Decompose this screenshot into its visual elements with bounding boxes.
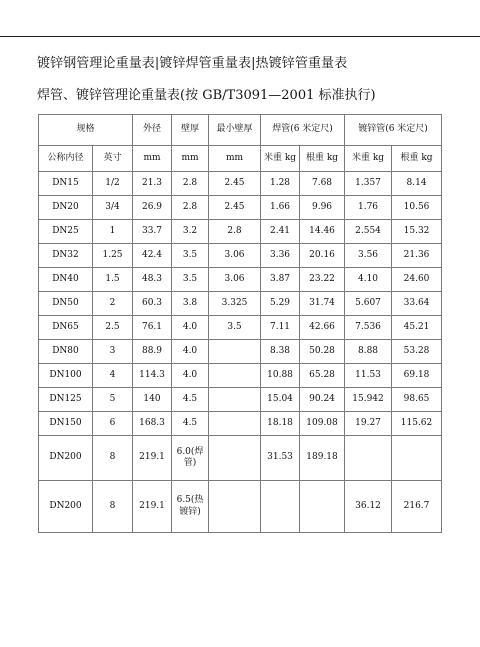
table-cell: 31.74	[300, 292, 345, 316]
table-cell: 8.38	[261, 340, 300, 364]
table-cell: 3.5	[172, 244, 209, 268]
table-cell: 33.64	[392, 292, 442, 316]
table-cell: 2.45	[209, 172, 261, 196]
table-cell: 21.3	[133, 172, 172, 196]
table-cell: 3.5	[209, 316, 261, 340]
table-cell: 15.04	[261, 388, 300, 412]
table-cell: 76.1	[133, 316, 172, 340]
table-cell: DN15	[39, 172, 93, 196]
table-cell	[209, 481, 261, 533]
table-row	[39, 412, 442, 436]
table-cell: 60.3	[133, 292, 172, 316]
table-cell	[300, 481, 345, 533]
table-cell: 1/2	[93, 172, 133, 196]
table-cell: 45.21	[392, 316, 442, 340]
table-cell: 36.12	[345, 481, 392, 533]
table-cell: DN40	[39, 268, 93, 292]
table-cell: DN200	[39, 436, 93, 481]
header-galvanized-pipe: 镀锌管(6 米定尺)	[345, 115, 442, 146]
table-cell: 69.18	[392, 364, 442, 388]
table-row	[39, 388, 442, 412]
table-cell: 8.88	[345, 340, 392, 364]
table-cell: 24.60	[392, 268, 442, 292]
table-cell: 216.7	[392, 481, 442, 533]
table-row	[39, 196, 442, 220]
table-cell: 14.46	[300, 220, 345, 244]
header-row-2	[39, 146, 442, 172]
table-cell: 6.5(热镀锌)	[172, 481, 209, 533]
table-cell: 3.8	[172, 292, 209, 316]
table-cell: 19.27	[345, 412, 392, 436]
table-cell: 42.66	[300, 316, 345, 340]
table-cell: 7.536	[345, 316, 392, 340]
table-cell: DN200	[39, 481, 93, 533]
table-cell: 3.2	[172, 220, 209, 244]
table-cell: 4	[93, 364, 133, 388]
table-cell: DN125	[39, 388, 93, 412]
table-cell: DN32	[39, 244, 93, 268]
table-cell: 1	[93, 220, 133, 244]
table-cell: 48.3	[133, 268, 172, 292]
table-cell: DN150	[39, 412, 93, 436]
table-cell: 2.8	[172, 196, 209, 220]
table-cell: 189.18	[300, 436, 345, 481]
table-cell: 1.357	[345, 172, 392, 196]
table-cell: DN65	[39, 316, 93, 340]
table-cell: 42.4	[133, 244, 172, 268]
table-row	[39, 292, 442, 316]
table-cell: 2.45	[209, 196, 261, 220]
table-cell	[392, 436, 442, 481]
table-cell: 6.0(焊管)	[172, 436, 209, 481]
table-cell: 8.14	[392, 172, 442, 196]
table-cell: DN80	[39, 340, 93, 364]
table-cell: 1.28	[261, 172, 300, 196]
table-cell: 1.25	[93, 244, 133, 268]
table-cell: 4.5	[172, 412, 209, 436]
header-outer-diameter: 外径	[133, 115, 172, 146]
table-cell: 2.41	[261, 220, 300, 244]
table-cell: 33.7	[133, 220, 172, 244]
table-cell: 1.5	[93, 268, 133, 292]
table-cell	[209, 388, 261, 412]
table-cell: 4.5	[172, 388, 209, 412]
table-cell: 4.0	[172, 340, 209, 364]
table-cell: 114.3	[133, 364, 172, 388]
table-cell: 3/4	[93, 196, 133, 220]
table-cell: 10.56	[392, 196, 442, 220]
table-cell: 90.24	[300, 388, 345, 412]
table-cell: 3.5	[172, 268, 209, 292]
table-cell: 219.1	[133, 436, 172, 481]
table-cell: 10.88	[261, 364, 300, 388]
table-cell: 65.28	[300, 364, 345, 388]
table-cell	[261, 481, 300, 533]
table-cell	[209, 436, 261, 481]
header-welded-pipe: 焊管(6 米定尺)	[261, 115, 345, 146]
table-cell: 18.18	[261, 412, 300, 436]
table-row	[39, 364, 442, 388]
header-spec: 规格	[39, 115, 133, 146]
header-welded-meter-weight: 米重 kg	[261, 146, 300, 172]
table-cell: 31.53	[261, 436, 300, 481]
table-cell: 2.554	[345, 220, 392, 244]
table-row	[39, 172, 442, 196]
header-inch: 英寸	[93, 146, 133, 172]
table-cell: 53.28	[392, 340, 442, 364]
header-nominal-diameter: 公称内径	[39, 146, 93, 172]
table-row	[39, 340, 442, 364]
table-cell: 4.0	[172, 364, 209, 388]
table-cell: 9.96	[300, 196, 345, 220]
table-cell: DN50	[39, 292, 93, 316]
table-cell: 3.325	[209, 292, 261, 316]
table-cell: 8	[93, 436, 133, 481]
table-cell: DN20	[39, 196, 93, 220]
table-row	[39, 436, 442, 481]
table-cell: 1.76	[345, 196, 392, 220]
header-unit: mm	[209, 146, 261, 172]
table-cell: DN100	[39, 364, 93, 388]
table-cell	[209, 412, 261, 436]
table-cell: 1.66	[261, 196, 300, 220]
table-cell: 2.5	[93, 316, 133, 340]
table-cell: 219.1	[133, 481, 172, 533]
document-subtitle: 焊管、镀锌管理论重量表(按 GB/T3091—2001 标准执行)	[37, 88, 376, 103]
table-cell: 6	[93, 412, 133, 436]
table-cell: 7.68	[300, 172, 345, 196]
table-cell: 140	[133, 388, 172, 412]
table-cell: DN25	[39, 220, 93, 244]
table-row	[39, 481, 442, 533]
table-row	[39, 220, 442, 244]
table-cell: 3.06	[209, 244, 261, 268]
header-unit: mm	[133, 146, 172, 172]
table-cell	[209, 340, 261, 364]
document-title: 镀锌钢管理论重量表|镀锌焊管重量表|热镀锌管重量表	[37, 56, 348, 71]
table-cell: 15.942	[345, 388, 392, 412]
table-cell: 20.16	[300, 244, 345, 268]
table-cell: 168.3	[133, 412, 172, 436]
header-galv-piece-weight: 根重 kg	[392, 146, 442, 172]
table-cell: 109.08	[300, 412, 345, 436]
table-row	[39, 316, 442, 340]
table-cell: 11.53	[345, 364, 392, 388]
header-galv-meter-weight: 米重 kg	[345, 146, 392, 172]
table-cell: 2.8	[172, 172, 209, 196]
header-unit: mm	[172, 146, 209, 172]
table-cell: 15.32	[392, 220, 442, 244]
pipe-weight-table	[38, 114, 442, 533]
table-cell: 8	[93, 481, 133, 533]
table-cell: 4.0	[172, 316, 209, 340]
table-cell: 2.8	[209, 220, 261, 244]
table-cell: 3.56	[345, 244, 392, 268]
table-row	[39, 268, 442, 292]
table-cell: 88.9	[133, 340, 172, 364]
table-cell: 3.06	[209, 268, 261, 292]
header-min-wall-thickness: 最小壁厚	[209, 115, 261, 146]
table-cell: 23.22	[300, 268, 345, 292]
table-cell: 5	[93, 388, 133, 412]
table-cell: 21.36	[392, 244, 442, 268]
table-cell: 3.36	[261, 244, 300, 268]
table-cell	[345, 436, 392, 481]
table-cell: 26.9	[133, 196, 172, 220]
top-rule	[0, 36, 480, 37]
table-cell: 5.607	[345, 292, 392, 316]
header-row-1	[39, 115, 442, 146]
table-cell: 4.10	[345, 268, 392, 292]
table-cell	[209, 364, 261, 388]
table-cell: 3	[93, 340, 133, 364]
table-cell: 5.29	[261, 292, 300, 316]
header-welded-piece-weight: 根重 kg	[300, 146, 345, 172]
header-wall-thickness: 壁厚	[172, 115, 209, 146]
table-cell: 7.11	[261, 316, 300, 340]
table-cell: 3.87	[261, 268, 300, 292]
table-row	[39, 244, 442, 268]
table-cell: 50.28	[300, 340, 345, 364]
table-cell: 115.62	[392, 412, 442, 436]
table-cell: 98.65	[392, 388, 442, 412]
table-cell: 2	[93, 292, 133, 316]
